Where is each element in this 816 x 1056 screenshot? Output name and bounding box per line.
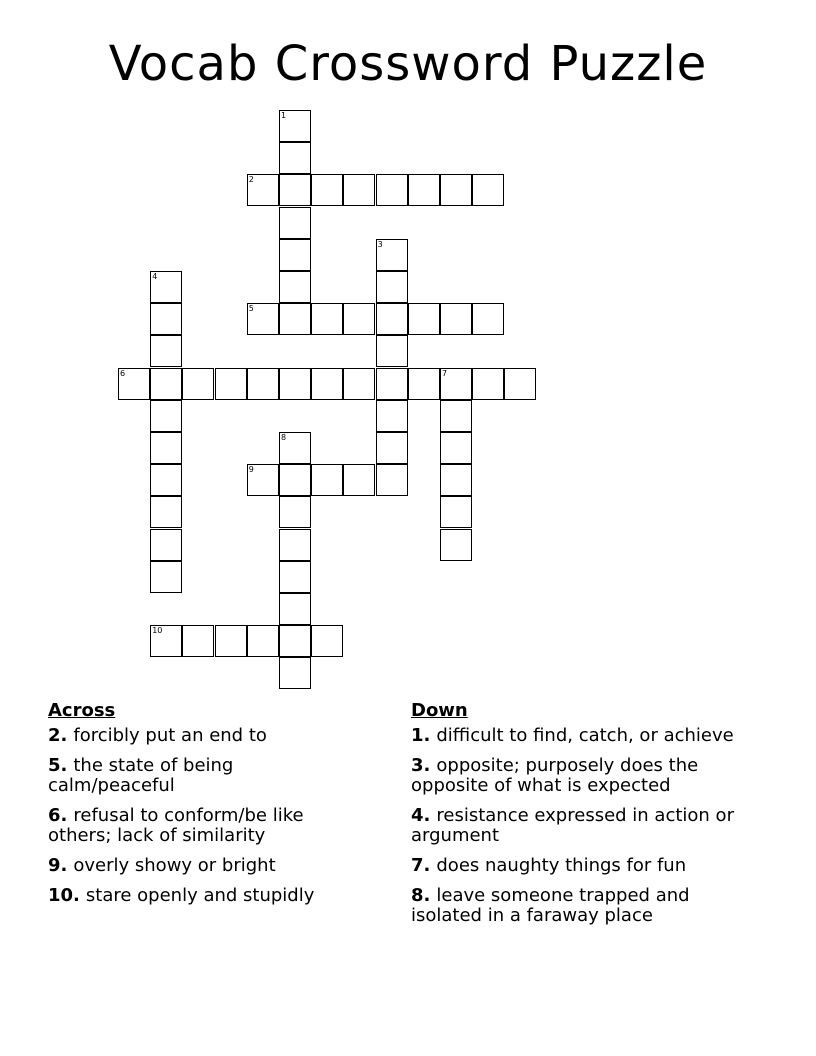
- clue-number: 7.: [411, 855, 431, 876]
- crossword-cell[interactable]: [376, 368, 408, 400]
- crossword-cell[interactable]: [247, 464, 279, 496]
- crossword-cell[interactable]: [279, 174, 311, 206]
- crossword-cell[interactable]: [150, 432, 182, 464]
- crossword-cell[interactable]: [279, 110, 311, 142]
- crossword-cell[interactable]: [376, 303, 408, 335]
- crossword-cell[interactable]: [311, 625, 343, 657]
- crossword-cell[interactable]: [150, 496, 182, 528]
- crossword-cell[interactable]: [279, 432, 311, 464]
- clue-down-8: [411, 886, 751, 926]
- crossword-cell[interactable]: [376, 239, 408, 271]
- clue-number: 8.: [411, 885, 431, 906]
- clue-across-10: [48, 886, 348, 906]
- crossword-cell[interactable]: [150, 400, 182, 432]
- crossword-cell[interactable]: [279, 368, 311, 400]
- clue-across-2: [48, 726, 348, 746]
- clue-text: forcibly put an end to: [73, 725, 267, 746]
- crossword-cell[interactable]: [408, 174, 440, 206]
- cell-number: 10: [152, 626, 163, 636]
- crossword-cell[interactable]: [247, 368, 279, 400]
- crossword-cell[interactable]: [150, 464, 182, 496]
- clue-text: does naughty things for fun: [436, 855, 687, 876]
- cell-number: 4: [152, 272, 158, 281]
- clue-down-3: [411, 756, 751, 796]
- down-clues: [411, 701, 751, 936]
- clue-text: refusal to conform/be like others; lack of similarity: [48, 805, 304, 846]
- clue-number: 10.: [48, 885, 80, 906]
- crossword-cell[interactable]: [215, 368, 247, 400]
- crossword-cell[interactable]: [279, 207, 311, 239]
- crossword-cell[interactable]: [182, 368, 214, 400]
- crossword-cell[interactable]: [504, 368, 536, 400]
- page-title: Vocab Crossword Puzzle: [108, 36, 708, 92]
- crossword-cell[interactable]: [440, 174, 472, 206]
- cell-number: 3: [377, 239, 383, 249]
- crossword-cell[interactable]: [279, 529, 311, 561]
- crossword-cell[interactable]: [150, 561, 182, 593]
- crossword-cell[interactable]: [279, 625, 311, 657]
- cell-number: 9: [248, 465, 254, 475]
- crossword-cell[interactable]: [150, 529, 182, 561]
- clue-down-4: [411, 806, 751, 846]
- crossword-cell[interactable]: [247, 303, 279, 335]
- crossword-cell[interactable]: [311, 464, 343, 496]
- cell-number: 8: [281, 433, 287, 442]
- clue-text: leave someone trapped and isolated in a faraway place: [411, 885, 690, 926]
- crossword-cell[interactable]: [279, 561, 311, 593]
- clue-number: 6.: [48, 805, 68, 826]
- clue-number: 9.: [48, 855, 68, 876]
- clue-text: difficult to find, catch, or achieve: [436, 725, 734, 746]
- crossword-cell[interactable]: [472, 303, 504, 335]
- crossword-cell[interactable]: [215, 625, 247, 657]
- crossword-cell[interactable]: [343, 368, 375, 400]
- crossword-cell[interactable]: [472, 368, 504, 400]
- clue-down-7: [411, 856, 751, 876]
- across-heading: Across: [48, 700, 116, 721]
- crossword-cell[interactable]: [118, 368, 150, 400]
- cell-number: 2: [248, 175, 254, 185]
- cell-number: 5: [248, 304, 254, 314]
- clue-text: stare openly and stupidly: [85, 885, 315, 906]
- crossword-cell[interactable]: [150, 303, 182, 335]
- cell-number: 6: [120, 368, 126, 378]
- clue-across-5: [48, 756, 348, 796]
- crossword-cell[interactable]: [279, 657, 311, 689]
- crossword-cell[interactable]: [247, 174, 279, 206]
- crossword-cell[interactable]: [440, 464, 472, 496]
- crossword-cell[interactable]: [150, 271, 182, 303]
- clue-number: 1.: [411, 725, 431, 746]
- crossword-cell[interactable]: [440, 368, 472, 400]
- crossword-cell[interactable]: [376, 464, 408, 496]
- crossword-cell[interactable]: [279, 593, 311, 625]
- crossword-cell[interactable]: [311, 368, 343, 400]
- crossword-cell[interactable]: [376, 174, 408, 206]
- crossword-cell[interactable]: [279, 496, 311, 528]
- crossword-cell[interactable]: [376, 335, 408, 367]
- clue-number: 3.: [411, 755, 431, 776]
- crossword-cell[interactable]: [150, 625, 182, 657]
- crossword-cell[interactable]: [408, 303, 440, 335]
- clue-number: 4.: [411, 805, 431, 826]
- clue-text: overly showy or bright: [73, 855, 276, 876]
- crossword-cell[interactable]: [150, 368, 182, 400]
- crossword-cell[interactable]: [150, 335, 182, 367]
- crossword-cell[interactable]: [408, 368, 440, 400]
- crossword-cell[interactable]: [440, 496, 472, 528]
- down-heading: Down: [411, 700, 468, 721]
- clue-across-9: [48, 856, 348, 876]
- crossword-cell[interactable]: [279, 464, 311, 496]
- clue-down-1: [411, 726, 751, 746]
- crossword-cell[interactable]: [279, 142, 311, 174]
- crossword-cell[interactable]: [343, 174, 375, 206]
- clue-number: 5.: [48, 755, 68, 776]
- crossword-cell[interactable]: [311, 303, 343, 335]
- crossword-cell[interactable]: [440, 432, 472, 464]
- crossword-cell[interactable]: [376, 400, 408, 432]
- crossword-cell[interactable]: [343, 303, 375, 335]
- crossword-cell[interactable]: [472, 174, 504, 206]
- cell-number: 1: [281, 111, 287, 120]
- clue-across-6: [48, 806, 348, 846]
- crossword-cell[interactable]: [182, 625, 214, 657]
- across-clues: [48, 701, 348, 916]
- clue-number: 2.: [48, 725, 68, 746]
- clue-text: the state of being calm/peaceful: [48, 755, 234, 796]
- crossword-cell[interactable]: [311, 174, 343, 206]
- clue-text: opposite; purposely does the opposite of what is expected: [411, 755, 699, 796]
- crossword-cell[interactable]: [279, 271, 311, 303]
- crossword-cell[interactable]: [279, 239, 311, 271]
- crossword-cell[interactable]: [343, 464, 375, 496]
- crossword-cell[interactable]: [376, 271, 408, 303]
- clue-text: resistance expressed in action or argument: [411, 805, 734, 846]
- crossword-cell[interactable]: [376, 432, 408, 464]
- crossword-cell[interactable]: [440, 303, 472, 335]
- crossword-cell[interactable]: [247, 625, 279, 657]
- cell-number: 7: [442, 368, 448, 378]
- crossword-cell[interactable]: [440, 529, 472, 561]
- crossword-cell[interactable]: [279, 303, 311, 335]
- crossword-cell[interactable]: [440, 400, 472, 432]
